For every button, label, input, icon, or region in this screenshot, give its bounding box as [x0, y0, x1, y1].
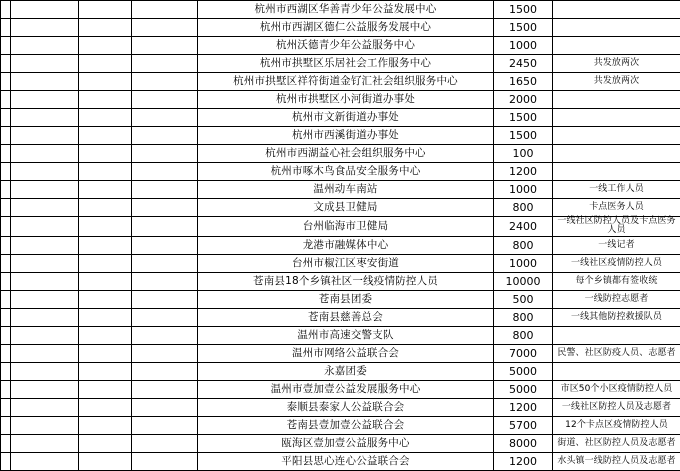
merged-category-cell	[11, 344, 79, 362]
organization-cell: 杭州市拱墅区祥符街道金钌汇社会组织服务中心	[198, 73, 494, 91]
amount-cell: 1500	[494, 19, 553, 37]
table-row	[1, 37, 680, 55]
table-row	[1, 290, 680, 308]
remark-cell: 一线社区疫情防控人员	[553, 254, 680, 272]
merged-subcategory-cell	[79, 73, 132, 91]
row-gutter	[1, 326, 11, 344]
organization-cell: 平阳县思心连心公益联合会	[198, 452, 494, 470]
row-gutter	[1, 199, 11, 217]
merged-subcategory-cell	[79, 236, 132, 254]
organization-cell: 杭州市拱墅区乐居社会工作服务中心	[198, 55, 494, 73]
remark-cell: 街道、社区防控人员及志愿者	[553, 434, 680, 452]
organization-cell: 杭州市西湖区德仁公益服务发展中心	[198, 19, 494, 37]
row-gutter	[1, 308, 11, 326]
table-row	[1, 362, 680, 380]
merged-detail-cell	[132, 145, 198, 163]
merged-detail-cell	[132, 127, 198, 145]
merged-category-cell	[11, 127, 79, 145]
row-gutter	[1, 37, 11, 55]
organization-cell: 杭州沃德青少年公益服务中心	[198, 37, 494, 55]
row-gutter	[1, 236, 11, 254]
merged-detail-cell	[132, 272, 198, 290]
organization-cell: 温州动车南站	[198, 181, 494, 199]
merged-detail-cell	[132, 19, 198, 37]
amount-cell: 1000	[494, 181, 553, 199]
row-gutter	[1, 127, 11, 145]
table-body	[1, 1, 680, 471]
row-gutter	[1, 272, 11, 290]
organization-cell: 瓯海区壹加壹公益服务中心	[198, 434, 494, 452]
amount-cell: 2450	[494, 55, 553, 73]
table-row	[1, 73, 680, 91]
merged-category-cell	[11, 398, 79, 416]
merged-subcategory-cell	[79, 1, 132, 19]
organization-cell: 泰顺县泰家人公益联合会	[198, 398, 494, 416]
remark-cell	[553, 19, 680, 37]
organization-cell: 杭州市西湖区华善青少年公益发展中心	[198, 1, 494, 19]
remark-cell	[553, 37, 680, 55]
merged-subcategory-cell	[79, 434, 132, 452]
row-gutter	[1, 380, 11, 398]
merged-category-cell	[11, 326, 79, 344]
row-gutter	[1, 217, 11, 237]
merged-detail-cell	[132, 236, 198, 254]
amount-cell: 100	[494, 145, 553, 163]
merged-category-cell	[11, 73, 79, 91]
merged-subcategory-cell	[79, 380, 132, 398]
amount-cell: 2000	[494, 91, 553, 109]
merged-detail-cell	[132, 290, 198, 308]
row-gutter	[1, 362, 11, 380]
row-gutter	[1, 109, 11, 127]
merged-subcategory-cell	[79, 91, 132, 109]
row-gutter	[1, 290, 11, 308]
merged-subcategory-cell	[79, 416, 132, 434]
table-row	[1, 91, 680, 109]
organization-cell: 苍南县团委	[198, 290, 494, 308]
row-gutter	[1, 163, 11, 181]
amount-cell: 1000	[494, 37, 553, 55]
remark-cell	[553, 109, 680, 127]
amount-cell: 10000	[494, 272, 553, 290]
merged-category-cell	[11, 145, 79, 163]
table-row	[1, 272, 680, 290]
table-row	[1, 181, 680, 199]
organization-cell: 杭州市文新街道办事处	[198, 109, 494, 127]
merged-subcategory-cell	[79, 398, 132, 416]
merged-detail-cell	[132, 254, 198, 272]
merged-detail-cell	[132, 308, 198, 326]
remark-cell: 一线社区防控人员及卡点医务人员	[553, 217, 680, 237]
merged-category-cell	[11, 199, 79, 217]
merged-detail-cell	[132, 452, 198, 470]
remark-cell	[553, 362, 680, 380]
merged-detail-cell	[132, 398, 198, 416]
row-gutter	[1, 416, 11, 434]
merged-subcategory-cell	[79, 290, 132, 308]
merged-category-cell	[11, 163, 79, 181]
organization-cell: 温州市网络公益联合会	[198, 344, 494, 362]
organization-cell: 文成县卫健局	[198, 199, 494, 217]
table-row	[1, 380, 680, 398]
merged-category-cell	[11, 91, 79, 109]
table-row	[1, 398, 680, 416]
merged-subcategory-cell	[79, 272, 132, 290]
remark-cell: 一线社区防控人员及志愿者	[553, 398, 680, 416]
remark-cell: 一线其他防控救援队员	[553, 308, 680, 326]
merged-subcategory-cell	[79, 344, 132, 362]
merged-detail-cell	[132, 91, 198, 109]
organization-cell: 杭州市西溪街道办事处	[198, 127, 494, 145]
table-row	[1, 254, 680, 272]
merged-category-cell	[11, 217, 79, 237]
merged-category-cell	[11, 37, 79, 55]
amount-cell: 5700	[494, 416, 553, 434]
merged-detail-cell	[132, 1, 198, 19]
row-gutter	[1, 19, 11, 37]
amount-cell: 800	[494, 199, 553, 217]
table-row	[1, 236, 680, 254]
merged-subcategory-cell	[79, 181, 132, 199]
amount-cell: 1500	[494, 1, 553, 19]
merged-subcategory-cell	[79, 37, 132, 55]
merged-category-cell	[11, 55, 79, 73]
row-gutter	[1, 398, 11, 416]
organization-cell: 龙港市融媒体中心	[198, 236, 494, 254]
merged-category-cell	[11, 290, 79, 308]
merged-category-cell	[11, 181, 79, 199]
table-row	[1, 326, 680, 344]
remark-cell	[553, 163, 680, 181]
organization-cell: 温州市高速交警支队	[198, 326, 494, 344]
row-gutter	[1, 452, 11, 470]
row-gutter	[1, 434, 11, 452]
merged-category-cell	[11, 19, 79, 37]
merged-subcategory-cell	[79, 127, 132, 145]
merged-category-cell	[11, 362, 79, 380]
organization-cell: 杭州市拱墅区小河街道办事处	[198, 91, 494, 109]
merged-category-cell	[11, 272, 79, 290]
amount-cell: 1500	[494, 127, 553, 145]
organization-cell: 台州临海市卫健局	[198, 217, 494, 237]
remark-cell: 一线记者	[553, 236, 680, 254]
merged-detail-cell	[132, 380, 198, 398]
organization-cell: 杭州市啄木鸟食品安全服务中心	[198, 163, 494, 181]
remark-cell: 卡点医务人员	[553, 199, 680, 217]
merged-detail-cell	[132, 163, 198, 181]
amount-cell: 1000	[494, 254, 553, 272]
merged-subcategory-cell	[79, 199, 132, 217]
remark-cell	[553, 91, 680, 109]
merged-subcategory-cell	[79, 362, 132, 380]
remark-cell: 市区50个小区疫情防控人员	[553, 380, 680, 398]
amount-cell: 5000	[494, 362, 553, 380]
merged-subcategory-cell	[79, 254, 132, 272]
merged-detail-cell	[132, 37, 198, 55]
merged-detail-cell	[132, 199, 198, 217]
remark-cell: 每个乡镇都有签收统	[553, 272, 680, 290]
merged-detail-cell	[132, 434, 198, 452]
organization-cell: 永嘉团委	[198, 362, 494, 380]
row-gutter	[1, 73, 11, 91]
table-row	[1, 217, 680, 237]
merged-category-cell	[11, 434, 79, 452]
merged-detail-cell	[132, 73, 198, 91]
amount-cell: 1500	[494, 109, 553, 127]
remark-cell	[553, 145, 680, 163]
merged-category-cell	[11, 308, 79, 326]
merged-detail-cell	[132, 217, 198, 237]
table-row	[1, 308, 680, 326]
amount-cell: 1650	[494, 73, 553, 91]
merged-detail-cell	[132, 109, 198, 127]
merged-subcategory-cell	[79, 19, 132, 37]
merged-subcategory-cell	[79, 145, 132, 163]
merged-detail-cell	[132, 416, 198, 434]
merged-category-cell	[11, 254, 79, 272]
merged-category-cell	[11, 109, 79, 127]
organization-cell: 温州市壹加壹公益发展服务中心	[198, 380, 494, 398]
row-gutter	[1, 145, 11, 163]
table-row	[1, 344, 680, 362]
remark-cell: 共发放两次	[553, 73, 680, 91]
amount-cell: 2400	[494, 217, 553, 237]
amount-cell: 800	[494, 308, 553, 326]
amount-cell: 500	[494, 290, 553, 308]
merged-subcategory-cell	[79, 163, 132, 181]
remark-cell: 一线工作人员	[553, 181, 680, 199]
organization-cell: 苍南县18个乡镇社区一线疫情防控人员	[198, 272, 494, 290]
remark-cell: 一线防控志愿者	[553, 290, 680, 308]
row-gutter	[1, 1, 11, 19]
table-row	[1, 434, 680, 452]
amount-cell: 7000	[494, 344, 553, 362]
table-row	[1, 19, 680, 37]
merged-detail-cell	[132, 181, 198, 199]
amount-cell: 800	[494, 236, 553, 254]
merged-detail-cell	[132, 55, 198, 73]
remark-cell	[553, 1, 680, 19]
row-gutter	[1, 181, 11, 199]
table-row	[1, 127, 680, 145]
merged-subcategory-cell	[79, 55, 132, 73]
merged-detail-cell	[132, 326, 198, 344]
table-row	[1, 452, 680, 470]
merged-detail-cell	[132, 344, 198, 362]
table-row	[1, 163, 680, 181]
row-gutter	[1, 344, 11, 362]
amount-cell: 800	[494, 326, 553, 344]
remark-cell: 12个卡点区疫情防控人员	[553, 416, 680, 434]
organization-cell: 苍南县慈善总会	[198, 308, 494, 326]
row-gutter	[1, 55, 11, 73]
merged-subcategory-cell	[79, 452, 132, 470]
amount-cell: 8000	[494, 434, 553, 452]
table-row	[1, 199, 680, 217]
amount-cell: 1200	[494, 452, 553, 470]
organization-cell: 杭州市西湖益心社会组织服务中心	[198, 145, 494, 163]
merged-category-cell	[11, 1, 79, 19]
organization-cell: 台州市椒江区枣安街道	[198, 254, 494, 272]
remark-cell: 共发放两次	[553, 55, 680, 73]
table-row	[1, 416, 680, 434]
merged-subcategory-cell	[79, 308, 132, 326]
merged-category-cell	[11, 380, 79, 398]
merged-subcategory-cell	[79, 326, 132, 344]
remark-cell	[553, 326, 680, 344]
merged-subcategory-cell	[79, 109, 132, 127]
row-gutter	[1, 254, 11, 272]
merged-detail-cell	[132, 362, 198, 380]
amount-cell: 1200	[494, 398, 553, 416]
merged-category-cell	[11, 416, 79, 434]
table-row	[1, 145, 680, 163]
remark-cell	[553, 127, 680, 145]
merged-subcategory-cell	[79, 217, 132, 237]
merged-category-cell	[11, 452, 79, 470]
amount-cell: 1200	[494, 163, 553, 181]
amount-cell: 5000	[494, 380, 553, 398]
row-gutter	[1, 91, 11, 109]
table-row	[1, 1, 680, 19]
merged-category-cell	[11, 236, 79, 254]
remark-cell: 水头镇一线防控人员及志愿者	[553, 452, 680, 470]
table-row	[1, 109, 680, 127]
organization-cell: 苍南县壹加壹公益联合会	[198, 416, 494, 434]
remark-cell: 民警、社区防疫人员、志愿者	[553, 344, 680, 362]
table-row	[1, 55, 680, 73]
